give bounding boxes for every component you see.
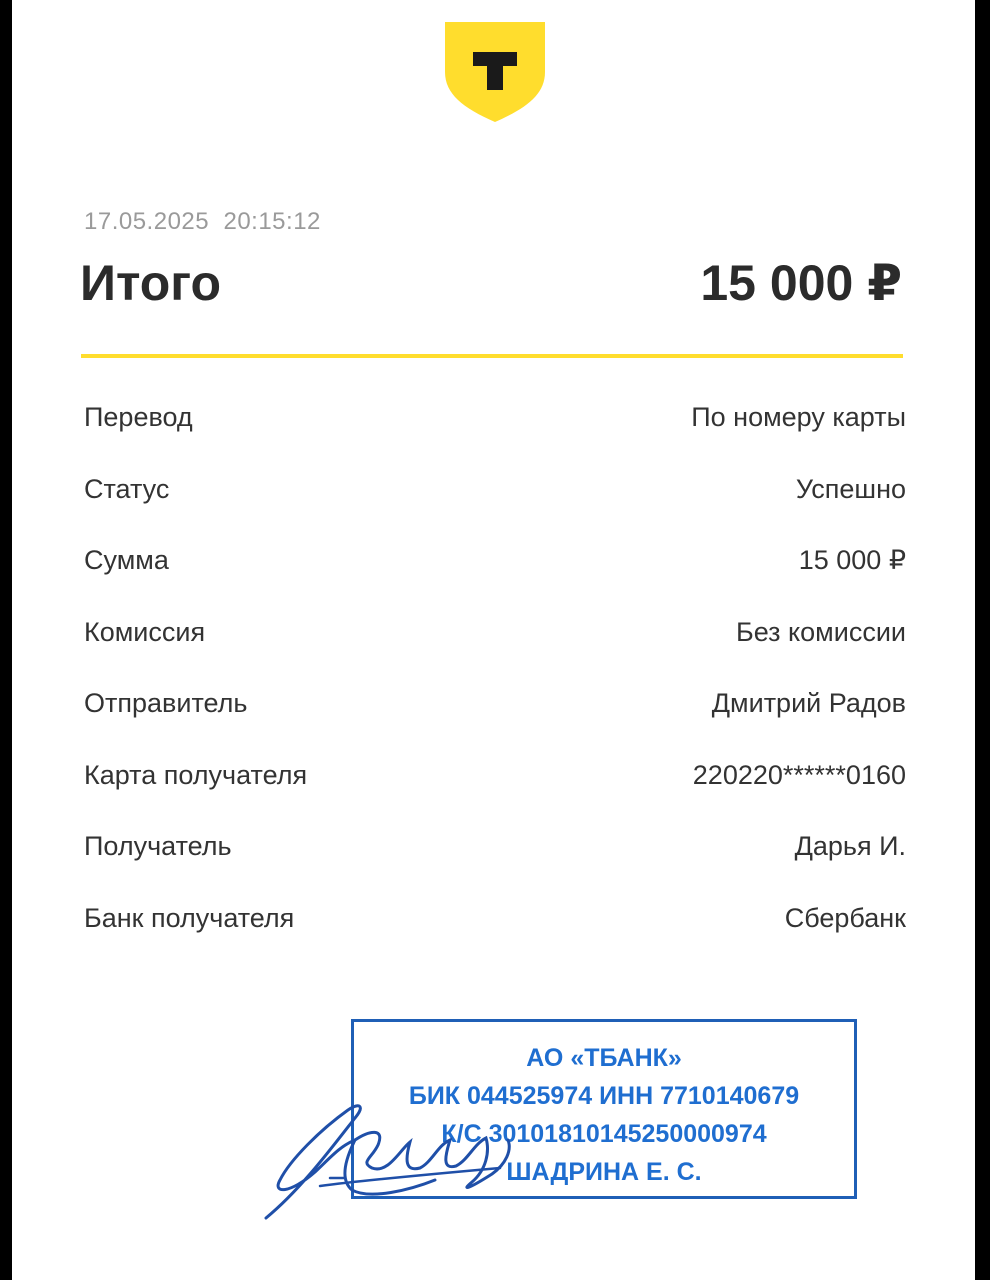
detail-value: Успешно [795, 473, 906, 504]
detail-label: Комиссия [84, 616, 206, 647]
detail-row-recipient-bank [84, 887, 906, 959]
detail-label: Сумма [84, 545, 169, 575]
detail-row-recipient-card [84, 744, 906, 816]
detail-value: Сбербанк [784, 902, 906, 933]
detail-row-transfer [84, 386, 906, 458]
receipt-sheet [12, 0, 975, 1280]
detail-value: Дарья И. [794, 831, 906, 861]
detail-value: 220220******0160 [692, 759, 906, 790]
signature-icon [260, 1090, 540, 1225]
detail-row-commission [84, 601, 906, 673]
detail-row-sender [84, 672, 906, 744]
total-label: Итого [80, 255, 222, 311]
receipt-date: 17.05.2025 [84, 208, 210, 235]
detail-row-status [84, 458, 906, 530]
detail-label: Карта получателя [84, 759, 308, 790]
detail-label: Статус [84, 473, 170, 504]
detail-value: Дмитрий Радов [711, 688, 906, 718]
tbank-logo-icon [445, 22, 545, 122]
receipt-datetime [84, 208, 321, 236]
receipt-time: 20:15:12 [223, 208, 321, 235]
stamp-correspondent-account: К/С 30101810145250000974 [441, 1120, 767, 1148]
stamp-signer: ШАДРИНА Е. С. [506, 1158, 702, 1186]
divider [81, 354, 903, 358]
detail-value: Без комиссии [736, 616, 906, 647]
detail-value: 15 000 ₽ [798, 545, 906, 575]
stamp-bank-name: АО «ТБАНК» [526, 1044, 682, 1072]
detail-row-recipient [84, 815, 906, 887]
detail-label: Отправитель [84, 688, 248, 718]
detail-label: Получатель [84, 831, 232, 861]
details-list [84, 386, 906, 958]
total-amount: 15 000 ₽ [700, 255, 902, 311]
detail-label: Перевод [84, 402, 193, 432]
detail-row-amount [84, 529, 906, 601]
detail-label: Банк получателя [84, 902, 295, 933]
stamp-bik-inn: БИК 044525974 ИНН 7710140679 [408, 1082, 800, 1110]
detail-value: По номеру карты [691, 402, 906, 432]
